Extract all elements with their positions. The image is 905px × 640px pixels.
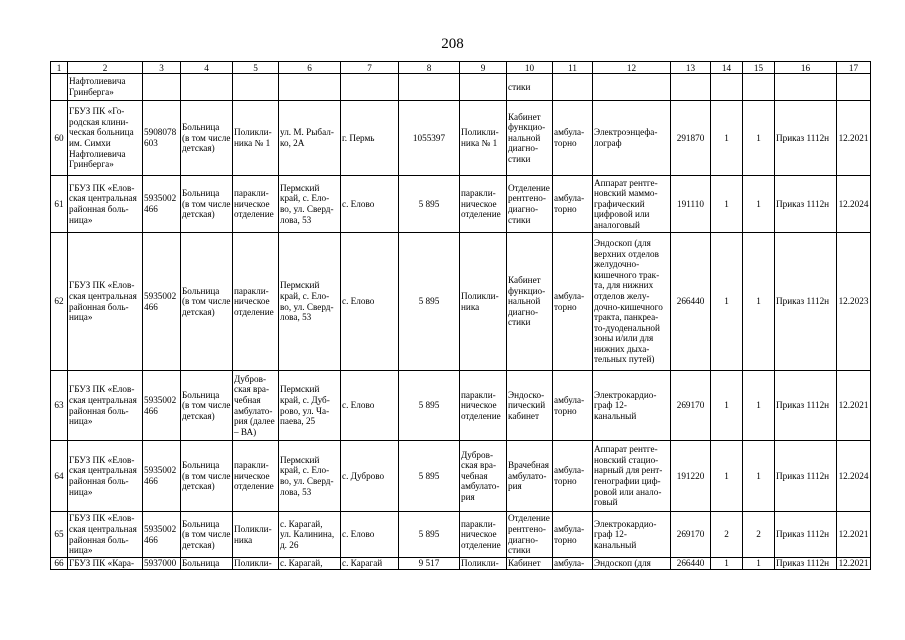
table-cell: 12.2024 — [837, 441, 871, 512]
table-cell: Электрокардио- граф 12- канальный — [593, 512, 671, 558]
table-cell — [711, 74, 743, 101]
table-cell: амбула- торно — [553, 371, 593, 441]
table-cell: 5935002 466 — [143, 371, 181, 441]
table-cell: Кабинет функцио- нальной диагно- стики — [507, 101, 553, 176]
table-cell: Больница (в том числе детская) — [181, 176, 233, 233]
column-number: 5 — [233, 62, 279, 74]
table-cell: Приказ 1112н — [775, 176, 837, 233]
table-cell: 191220 — [671, 441, 711, 512]
table-cell: 61 — [51, 176, 68, 233]
table-cell: с. Елово — [341, 512, 399, 558]
table-row — [51, 558, 871, 570]
table-cell: Электроэнцефа- лограф — [593, 101, 671, 176]
table-cell: Приказ 1112н — [775, 233, 837, 371]
table-cell: ГБУЗ ПК «Го- родская клини- ческая больница им. Симхи Нафтолиевича Гринберга» — [68, 101, 143, 176]
column-number: 7 — [341, 62, 399, 74]
table-cell — [743, 74, 775, 101]
table-cell: паракли- ническое отделение — [460, 512, 507, 558]
table-cell: Больница (в том числе детская) — [181, 233, 233, 371]
table-cell: 5 895 — [399, 512, 460, 558]
table-cell: 269170 — [671, 512, 711, 558]
table-cell: Аппарат рентге- новский стацио- нарный для рент- генографии циф- ровой или анало- говый — [593, 441, 671, 512]
table-cell: 66 — [51, 558, 68, 570]
table-cell: 12.2021 — [837, 558, 871, 570]
table-cell: Приказ 1112н — [775, 558, 837, 570]
table-row — [51, 176, 871, 233]
table-cell: ГБУЗ ПК «Кара- — [68, 558, 143, 570]
table-cell: 1 — [711, 101, 743, 176]
table-cell — [837, 74, 871, 101]
table-cell: с. Карагай — [341, 558, 399, 570]
table-cell: амбула- торно — [553, 233, 593, 371]
table-cell: 5935002 466 — [143, 512, 181, 558]
table-cell: 5935002 466 — [143, 441, 181, 512]
table-cell — [671, 74, 711, 101]
table-cell: Поликли- ника № 1 — [233, 101, 279, 176]
table-cell: 1 — [743, 233, 775, 371]
table-cell — [51, 74, 68, 101]
table-cell: с. Карагай, — [279, 558, 341, 570]
table-cell: Приказ 1112н — [775, 371, 837, 441]
table-cell: с. Елово — [341, 176, 399, 233]
table-cell: Поликли- — [460, 558, 507, 570]
table-cell: амбула- торно — [553, 176, 593, 233]
table-cell: 5908078 603 — [143, 101, 181, 176]
table-cell: Дубров- ская вра- чебная амбулато- рия — [460, 441, 507, 512]
table-cell: 12.2021 — [837, 512, 871, 558]
table-cell: Эндоскоп (для — [593, 558, 671, 570]
column-number: 17 — [837, 62, 871, 74]
table-cell: ул. М. Рыбал- ко, 2А — [279, 101, 341, 176]
column-number: 15 — [743, 62, 775, 74]
table-cell: Пермский край, с. Ело- во, ул. Сверд- лова, 53 — [279, 176, 341, 233]
table-cell: 12.2023 — [837, 233, 871, 371]
column-number: 16 — [775, 62, 837, 74]
page-number: 208 — [441, 36, 464, 52]
column-number: 2 — [68, 62, 143, 74]
table-cell: Электрокардио- граф 12- канальный — [593, 371, 671, 441]
table-cell: 9 517 — [399, 558, 460, 570]
table-cell: ГБУЗ ПК «Елов- ская центральная районная боль- ница» — [68, 371, 143, 441]
table-cell: Больница (в том числе детская) — [181, 512, 233, 558]
table-cell: 60 — [51, 101, 68, 176]
column-number: 11 — [553, 62, 593, 74]
table-cell: 64 — [51, 441, 68, 512]
table-cell — [341, 74, 399, 101]
table-cell: 1 — [711, 176, 743, 233]
table-cell: Кабинет — [507, 558, 553, 570]
table-cell: Поликли- ника № 1 — [460, 101, 507, 176]
column-number: 10 — [507, 62, 553, 74]
table-cell: стики — [507, 74, 553, 101]
table-cell: с. Дуброво — [341, 441, 399, 512]
table-cell: 1 — [743, 441, 775, 512]
table-cell: 1 — [711, 558, 743, 570]
table-cell: 191110 — [671, 176, 711, 233]
table-cell: Пермский край, с. Ело- во, ул. Сверд- лова, 53 — [279, 233, 341, 371]
column-number: 8 — [399, 62, 460, 74]
table-cell: 1 — [743, 371, 775, 441]
table-cell: Поликли- — [233, 558, 279, 570]
table-cell: 12.2021 — [837, 371, 871, 441]
table-cell: амбула- торно — [553, 512, 593, 558]
table-cell: Пермский край, с. Дуб- рово, ул. Ча- паева, 25 — [279, 371, 341, 441]
table-cell: 1 — [711, 371, 743, 441]
table-cell: с. Елово — [341, 233, 399, 371]
column-number: 12 — [593, 62, 671, 74]
table-cell: с. Елово — [341, 371, 399, 441]
table-cell: амбула- торно — [553, 441, 593, 512]
table-cell — [181, 74, 233, 101]
table-cell: 65 — [51, 512, 68, 558]
table-cell: 5 895 — [399, 441, 460, 512]
table-cell: Больница (в том числе детская) — [181, 371, 233, 441]
table-cell: 5937000 — [143, 558, 181, 570]
table-cell: ГБУЗ ПК «Елов- ская центральная районная боль- ница» — [68, 233, 143, 371]
table-cell — [593, 74, 671, 101]
table-cell: Нафтолиевича Гринберга» — [68, 74, 143, 101]
table-cell: 1 — [711, 441, 743, 512]
table-cell: ГБУЗ ПК «Елов- ская центральная районная боль- ница» — [68, 176, 143, 233]
table-cell: ГБУЗ ПК «Елов- ская центральная районная боль- ница» — [68, 441, 143, 512]
table-cell: Отделение рентгено- диагно- стики — [507, 512, 553, 558]
table-cell: Дубров- ская вра- чебная амбулато- рия (далее – ВА) — [233, 371, 279, 441]
table-cell: 5 895 — [399, 371, 460, 441]
table-cell: Больница (в том числе детская) — [181, 441, 233, 512]
table-cell — [775, 74, 837, 101]
table-cell: Аппарат рентге- новский маммо- графический цифровой или аналоговый — [593, 176, 671, 233]
column-number: 14 — [711, 62, 743, 74]
table-cell: Кабинет функцио- нальной диагно- стики — [507, 233, 553, 371]
table-row — [51, 101, 871, 176]
table-row — [51, 441, 871, 512]
table-cell: с. Карагай, ул. Калинина, д. 26 — [279, 512, 341, 558]
table-cell: 63 — [51, 371, 68, 441]
table-cell — [143, 74, 181, 101]
table-cell: 5 895 — [399, 176, 460, 233]
table-cell: 12.2024 — [837, 176, 871, 233]
table-row — [51, 74, 871, 101]
table-cell: 1 — [743, 176, 775, 233]
table-cell: Приказ 1112н — [775, 101, 837, 176]
table-cell: 1 — [711, 233, 743, 371]
table-cell — [399, 74, 460, 101]
table-cell: амбула- торно — [553, 101, 593, 176]
table-cell: Поликли- ника — [233, 512, 279, 558]
table-cell: ГБУЗ ПК «Елов- ская центральная районная боль- ница» — [68, 512, 143, 558]
table-cell — [460, 74, 507, 101]
table-cell: 2 — [743, 512, 775, 558]
table-cell: Приказ 1112н — [775, 512, 837, 558]
table-cell: паракли- ническое отделение — [233, 176, 279, 233]
equipment-table — [50, 61, 871, 570]
column-number: 13 — [671, 62, 711, 74]
table-cell — [279, 74, 341, 101]
table-cell: паракли- ническое отделение — [233, 441, 279, 512]
table-cell: 266440 — [671, 558, 711, 570]
table-cell: паракли- ническое отделение — [460, 371, 507, 441]
table-cell: паракли- ническое отделение — [460, 176, 507, 233]
table-cell: Отделение рентгено- диагно- стики — [507, 176, 553, 233]
table-cell: амбула- — [553, 558, 593, 570]
table-cell: 5 895 — [399, 233, 460, 371]
table-cell: Врачебная амбулато- рия — [507, 441, 553, 512]
column-number-row — [51, 62, 871, 74]
table-cell: 1 — [743, 101, 775, 176]
table-cell: Эндоско- пический кабинет — [507, 371, 553, 441]
table-cell: паракли- ническое отделение — [233, 233, 279, 371]
table-cell: Эндоскоп (для верхних отделов желудочно- кишечного трак- та, для нижних отделов желу- дочно-кишечного тракта, панкреа- то-дуоденальной зоны и/или для нижних дыха- тельных путей) — [593, 233, 671, 371]
table-cell: 266440 — [671, 233, 711, 371]
column-number: 4 — [181, 62, 233, 74]
table-cell: Поликли- ника — [460, 233, 507, 371]
table-row — [51, 512, 871, 558]
table-cell: 2 — [711, 512, 743, 558]
table-cell: Больница (в том числе детская) — [181, 101, 233, 176]
table-row — [51, 371, 871, 441]
table-cell: г. Пермь — [341, 101, 399, 176]
column-number: 3 — [143, 62, 181, 74]
table-cell: 5935002 466 — [143, 176, 181, 233]
table-cell: 12.2021 — [837, 101, 871, 176]
table-cell: 291870 — [671, 101, 711, 176]
column-number: 9 — [460, 62, 507, 74]
column-number: 1 — [51, 62, 68, 74]
table-cell: 269170 — [671, 371, 711, 441]
table-cell: 5935002 466 — [143, 233, 181, 371]
table-cell: Приказ 1112н — [775, 441, 837, 512]
table-cell — [553, 74, 593, 101]
table-cell: 1055397 — [399, 101, 460, 176]
table-cell: 1 — [743, 558, 775, 570]
table-cell: Пермский край, с. Ело- во, ул. Сверд- лова, 53 — [279, 441, 341, 512]
table-row — [51, 233, 871, 371]
table-cell: 62 — [51, 233, 68, 371]
table-cell: Больница — [181, 558, 233, 570]
table-cell — [233, 74, 279, 101]
column-number: 6 — [279, 62, 341, 74]
